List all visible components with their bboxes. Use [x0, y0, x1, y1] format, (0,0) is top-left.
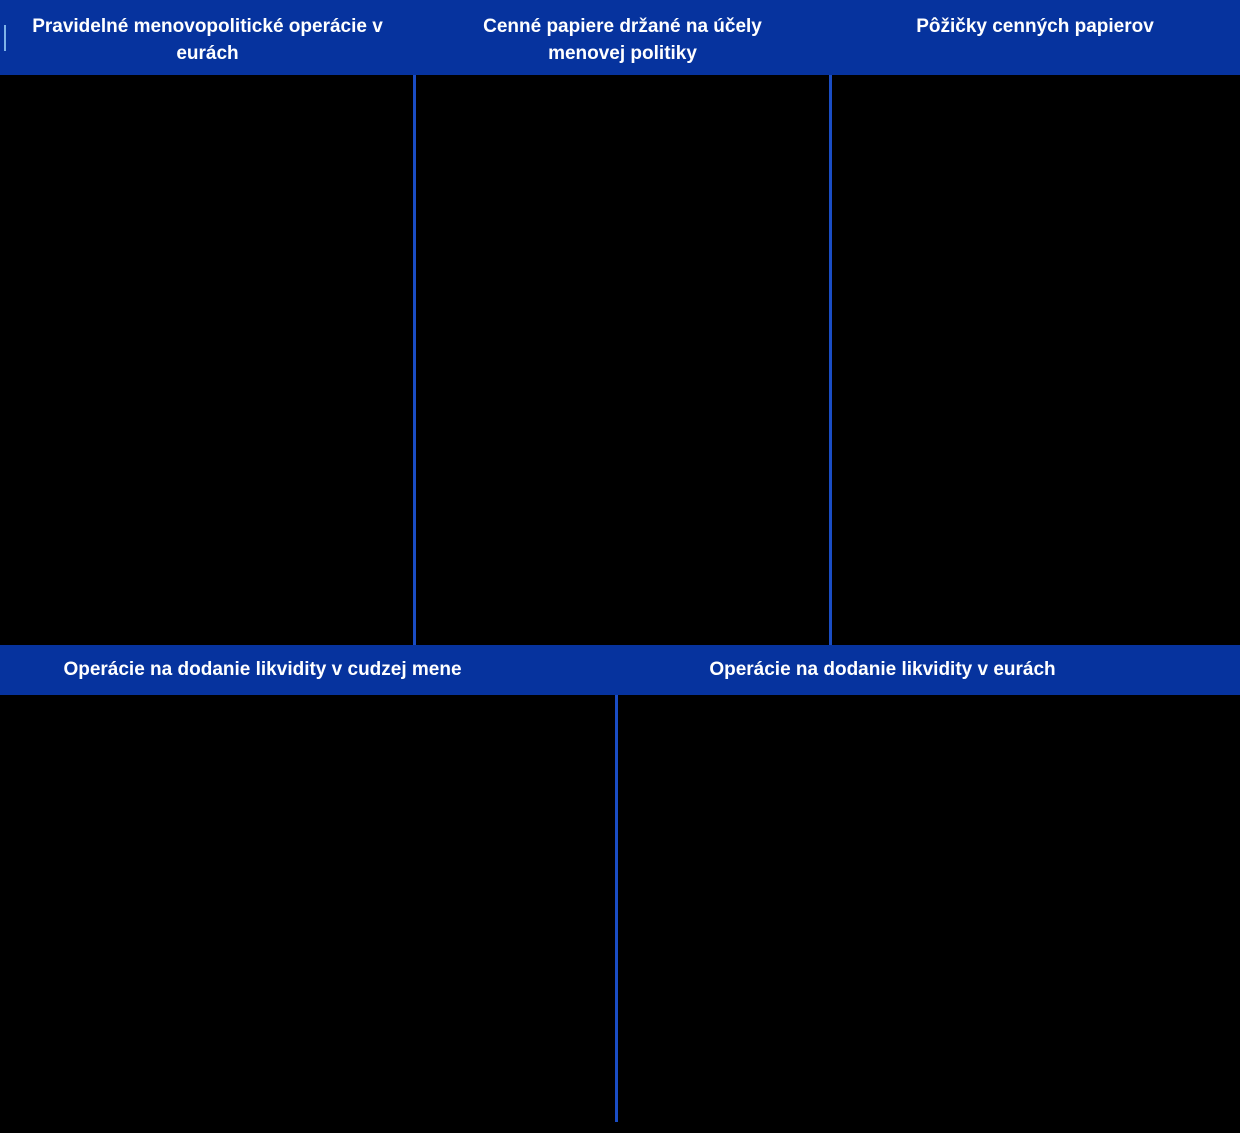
panel-divider-line	[413, 75, 416, 645]
chart-panel-regular-monetary-policy-operations	[0, 75, 413, 645]
panel-divider-line	[829, 75, 832, 645]
left-edge-tick	[4, 25, 6, 51]
lower-chart-panel-row	[0, 695, 1240, 1133]
chart-title-line: Pôžičky cenných papierov	[916, 16, 1154, 37]
top-section-header-bar	[0, 0, 1240, 75]
panel-divider-line	[615, 695, 618, 1122]
chart-title-securities-lending	[830, 0, 1240, 75]
chart-title-line: Operácie na dodanie likvidity v eurách	[709, 659, 1056, 680]
chart-title-line: Operácie na dodanie likvidity v cudzej mene	[63, 659, 462, 680]
chart-title-liquidity-operations-euro	[525, 645, 1240, 695]
chart-title-line: Pravidelné menovopolitické operácie v	[32, 16, 383, 37]
chart-panel-liquidity-operations-euro	[618, 695, 1240, 1133]
upper-chart-panel-row	[0, 75, 1240, 645]
chart-title-regular-monetary-policy-operations	[0, 0, 415, 75]
chart-title-securities-held-for-monetary-policy	[415, 0, 830, 75]
chart-panel-securities-lending	[832, 75, 1240, 645]
chart-title-line: eurách	[176, 43, 239, 64]
chart-panel-liquidity-operations-foreign-currency	[0, 695, 615, 1133]
chart-title-line: menovej politiky	[548, 43, 697, 64]
chart-title-liquidity-operations-foreign-currency	[0, 645, 525, 695]
chart-title-line: Cenné papiere držané na účely	[483, 16, 762, 37]
chart-panel-securities-held-for-monetary-policy	[416, 75, 829, 645]
middle-section-header-bar	[0, 645, 1240, 695]
